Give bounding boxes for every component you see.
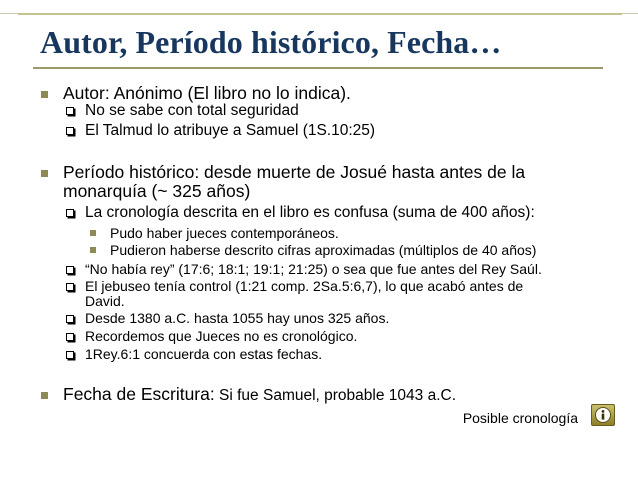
bullet-square-icon: [41, 392, 48, 399]
list-item-line1: El jebuseo tenía control (1:21 comp. 2Sa.5:6,7), lo que acabó antes de: [85, 278, 524, 294]
posible-cronologia-link[interactable]: Posible cronología: [462, 410, 578, 426]
bullet-square-icon: [41, 170, 48, 177]
sub-list-item: Pudo haber jueces contemporáneos.: [110, 225, 339, 241]
list-item: Recordemos que Jueces no es cronológico.: [85, 328, 358, 344]
checkbox-bullet-icon: [66, 107, 74, 115]
info-icon: [592, 405, 614, 425]
bullet-square-icon: [90, 247, 96, 253]
section-date: [63, 386, 456, 404]
list-item: “No había rey” (17:6; 18:1; 19:1; 21:25) o sea que fue antes del Rey Saúl.: [85, 261, 542, 277]
list-item: No se sabe con total seguridad: [85, 102, 299, 119]
checkbox-bullet-icon: [66, 209, 74, 217]
checkbox-bullet-icon: [66, 333, 74, 341]
checkbox-bullet-icon: [66, 315, 74, 323]
list-item: Desde 1380 a.C. hasta 1055 hay unos 325 años.: [85, 310, 390, 326]
list-item: La cronología descrita en el libro es confusa (suma de 400 años):: [85, 204, 535, 221]
list-item: 1Rey.6:1 concuerda con estas fechas.: [85, 346, 323, 362]
info-button[interactable]: [591, 404, 615, 426]
slide-title: Autor, Período histórico, Fecha…: [40, 24, 502, 60]
checkbox-bullet-icon: [66, 283, 74, 291]
bullet-square-icon: [90, 230, 96, 236]
section-date-value: Si fue Samuel, probable 1043 a.C.: [214, 387, 456, 404]
checkbox-bullet-icon: [66, 266, 74, 274]
section-date-label: Fecha de Escritura:: [63, 384, 215, 404]
bullet-square-icon: [41, 91, 48, 98]
title-underline: [33, 67, 603, 69]
checkbox-bullet-icon: [66, 351, 74, 359]
top-accent-border: [18, 13, 622, 15]
section-period-text-line2: monarquía (~ 325 años): [63, 181, 251, 201]
list-item: El Talmud lo atribuye a Samuel (1S.10:25): [85, 122, 376, 139]
checkbox-bullet-icon: [66, 127, 74, 135]
section-author-text: Autor: Anónimo (El libro no lo indica).: [63, 83, 351, 103]
sub-list-item: Pudieron haberse descrito cifras aproximadas (múltiplos de 40 años): [110, 242, 537, 258]
section-period-text-line1: Período histórico: desde muerte de Josué hasta antes de la: [63, 162, 526, 182]
list-item-line2: David.: [85, 293, 125, 309]
